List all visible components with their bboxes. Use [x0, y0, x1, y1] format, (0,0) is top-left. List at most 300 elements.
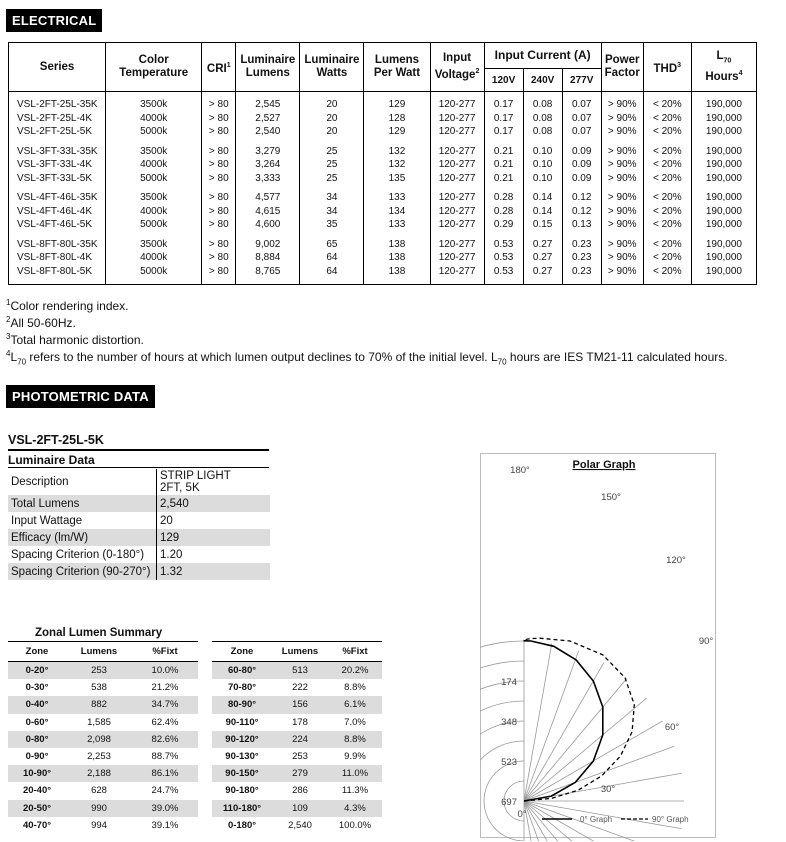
electrical-cell: < 20% [643, 92, 691, 112]
electrical-cell: > 80 [202, 145, 236, 159]
electrical-cell: > 90% [601, 238, 643, 252]
electrical-cell: > 90% [601, 218, 643, 232]
zonal-row [212, 782, 382, 799]
electrical-cell: > 80 [202, 218, 236, 232]
zonal-lumens: 224 [272, 731, 328, 748]
zonal-fixt: 24.7% [151, 785, 179, 797]
electrical-cell: > 90% [601, 251, 643, 265]
electrical-cell: > 80 [202, 191, 236, 205]
electrical-cell: < 20% [643, 112, 691, 126]
luminaire-row-total-lumens [8, 495, 270, 512]
electrical-cell: < 20% [643, 172, 691, 186]
legend-label-90: 90° Graph [652, 815, 689, 824]
electrical-cell: VSL-8FT-80L-4K [9, 251, 106, 265]
zonal-row [8, 748, 198, 765]
electrical-cell: 3,279 [236, 145, 300, 159]
zonal-zone: 90-120° [212, 731, 272, 748]
zonal-fixt: 7.0% [344, 716, 366, 728]
zonal-zone: 90-150° [212, 765, 272, 782]
electrical-cell: 34 [300, 191, 364, 205]
electrical-cell: 120-277 [430, 191, 484, 205]
zonal-fixt: 6.1% [328, 696, 382, 713]
electrical-cell: > 80 [202, 112, 236, 126]
electrical-cell: 4,577 [236, 191, 300, 205]
header-input-current: Input Current (A) [484, 43, 601, 69]
zonal-table-left [8, 641, 198, 834]
zonal-zone: 0-180° [227, 819, 257, 831]
electrical-cell: 0.10 [523, 158, 562, 172]
electrical-cell: 5000k [106, 172, 202, 186]
electrical-cell: 0.08 [523, 92, 562, 112]
luminaire-row-spacing-90-270 [8, 563, 270, 580]
zonal-zone: 40-70° [22, 819, 52, 831]
electrical-row [9, 172, 757, 186]
zonal-row [212, 748, 382, 765]
electrical-cell: 0.21 [484, 172, 523, 186]
electrical-cell: 3,264 [236, 158, 300, 172]
electrical-cell: > 80 [202, 205, 236, 219]
electrical-cell: 25 [300, 158, 364, 172]
model-title: VSL-2FT-25L-5K [8, 433, 104, 447]
luminaire-value: STRIP LIGHT 2FT, 5K [157, 469, 271, 495]
electrical-cell: 0.09 [562, 158, 601, 172]
electrical-cell: 64 [300, 251, 364, 265]
electrical-cell: 5000k [106, 218, 202, 232]
electrical-cell: 190,000 [705, 192, 742, 203]
zonal-row [8, 800, 198, 817]
electrical-cell: 8,884 [236, 251, 300, 265]
electrical-cell: 0.09 [562, 145, 601, 159]
footnote-3: $^3$Total harmonic distortion. [6, 332, 144, 347]
electrical-cell: 138 [364, 265, 430, 279]
luminaire-label: Input Wattage [11, 514, 83, 527]
electrical-cell: VSL-2FT-25L-35K [9, 92, 106, 112]
electrical-cell: 132 [364, 158, 430, 172]
electrical-cell: 5000k [106, 125, 202, 139]
electrical-cell: 0.27 [523, 265, 562, 279]
electrical-cell: 0.08 [523, 112, 562, 126]
zonal-lumens: 2,540 [288, 819, 312, 831]
electrical-cell: > 80 [202, 92, 236, 112]
electrical-cell: > 80 [202, 265, 236, 279]
polar-angle-label: 0° [517, 809, 527, 820]
polar-angle-label: 180° [510, 465, 530, 476]
electrical-cell: 0.15 [523, 218, 562, 232]
electrical-cell: 138 [364, 238, 430, 252]
zonal-zone: 20-50° [8, 800, 66, 817]
zonal-lumens: 253 [292, 751, 308, 763]
zonal-zone: 10-90° [8, 765, 66, 782]
electrical-cell: 64 [300, 265, 364, 279]
footnotes [6, 296, 728, 368]
electrical-cell: 8,765 [236, 265, 300, 279]
electrical-cell: 2,540 [236, 125, 300, 139]
electrical-row [9, 92, 757, 112]
zonal-lumens: 1,585 [87, 716, 111, 728]
zonal-fixt: 8.8% [328, 731, 382, 748]
electrical-row [9, 265, 757, 279]
electrical-cell: 0.53 [484, 238, 523, 252]
zonal-header-fixt: %Fixt [132, 642, 198, 662]
electrical-cell: 120-277 [430, 251, 484, 265]
electrical-cell: 0.21 [484, 145, 523, 159]
polar-radial-tick: 523 [501, 757, 517, 768]
header-cri: CRI$^1$ [202, 43, 236, 92]
electrical-cell: VSL-2FT-25L-4K [9, 112, 106, 126]
electrical-cell: < 20% [643, 158, 691, 172]
zonal-zone: 90-130° [225, 751, 259, 763]
polar-title: Polar Graph [572, 459, 636, 471]
zonal-header-zone: Zone [212, 642, 272, 662]
electrical-cell: 135 [364, 172, 430, 186]
luminaire-data-table [8, 469, 270, 580]
zonal-row [212, 714, 382, 731]
electrical-cell: 190,000 [705, 265, 742, 277]
header-luminaire-lumens: Luminaire Lumens [236, 43, 300, 92]
electrical-cell: 0.23 [562, 265, 601, 279]
electrical-cell: 3500k [106, 191, 202, 205]
luminaire-value: 1.32 [157, 563, 271, 580]
zonal-header-lumens: Lumens [66, 642, 132, 662]
electrical-cell: 190,000 [705, 219, 742, 230]
header-series: Series [9, 43, 106, 92]
zonal-row [212, 800, 382, 817]
electrical-cell: 0.17 [484, 112, 523, 126]
zonal-zone: 0-30° [25, 682, 49, 694]
zonal-lumens: 513 [272, 662, 328, 680]
electrical-cell: VSL-3FT-33L-4K [9, 158, 106, 172]
zonal-fixt: 39.1% [151, 819, 179, 831]
electrical-cell: VSL-4FT-46L-5K [9, 218, 106, 232]
polar-ring [480, 741, 527, 841]
zonal-fixt: 4.3% [328, 800, 382, 817]
electrical-cell: 0.10 [523, 145, 562, 159]
electrical-cell: < 20% [643, 251, 691, 265]
electrical-cell: 129 [364, 92, 430, 112]
electrical-cell: 0.09 [562, 172, 601, 186]
luminaire-value: 1.20 [157, 546, 271, 563]
electrical-cell: VSL-4FT-46L-4K [9, 205, 106, 219]
electrical-cell: 190,000 [705, 112, 742, 124]
electrical-cell: VSL-4FT-46L-35K [9, 191, 106, 205]
header-input-voltage: Input Voltage$^2$ [430, 43, 484, 92]
electrical-cell: 120-277 [430, 158, 484, 172]
electrical-cell: > 90% [601, 92, 643, 112]
electrical-cell: > 90% [601, 158, 643, 172]
zonal-zone: 110-180° [212, 800, 272, 817]
electrical-cell: 3500k [106, 238, 202, 252]
electrical-cell: > 90% [601, 265, 643, 279]
zonal-fixt: 86.1% [132, 765, 198, 782]
polar-angle-label: 60° [664, 722, 680, 733]
electrical-cell: 20 [300, 112, 364, 126]
electrical-cell: > 80 [202, 172, 236, 186]
zonal-zone: 0-20° [8, 662, 66, 680]
electrical-cell: 0.53 [484, 265, 523, 279]
zonal-fixt: 9.9% [344, 751, 366, 763]
zonal-lumens: 2,188 [66, 765, 132, 782]
electrical-cell: < 20% [643, 238, 691, 252]
electrical-cell: VSL-8FT-80L-5K [9, 265, 106, 279]
electrical-cell: 0.28 [484, 191, 523, 205]
electrical-cell: > 90% [601, 205, 643, 219]
electrical-cell: < 20% [643, 218, 691, 232]
electrical-cell: 132 [364, 145, 430, 159]
electrical-cell: > 90% [601, 125, 643, 139]
zonal-lumens: 279 [272, 765, 328, 782]
electrical-cell: 0.12 [562, 205, 601, 219]
electrical-cell: 5000k [106, 265, 202, 279]
electrical-cell: 35 [300, 218, 364, 232]
zonal-fixt: 20.2% [328, 662, 382, 680]
electrical-cell: 134 [364, 205, 430, 219]
polar-ring [480, 721, 527, 841]
electrical-cell: 0.12 [562, 191, 601, 205]
polar-graph [480, 453, 720, 841]
zonal-row [212, 765, 382, 782]
zonal-table-right [212, 641, 382, 834]
zonal-row [212, 731, 382, 748]
electrical-cell: 120-277 [430, 125, 484, 139]
footnote-4: $^4L_{70}$ refers to the number of hours at which lumen output declines to 70% of the initial level. $L_{70}$ hours are IES TM21-11 calculated hours. [6, 349, 728, 367]
zonal-row [8, 662, 198, 680]
zonal-fixt: 21.2% [151, 682, 179, 694]
zonal-lumens: 253 [66, 662, 132, 680]
header-120v: 120V [484, 69, 523, 92]
zonal-fixt: 62.4% [151, 716, 179, 728]
luminaire-label: Spacing Criterion (90-270°) [8, 563, 157, 580]
electrical-row [9, 112, 757, 126]
electrical-cell: 0.53 [484, 251, 523, 265]
luminaire-value: 2,540 [157, 495, 271, 512]
zonal-header-lumens: Lumens [272, 642, 328, 662]
electrical-cell: 4000k [106, 251, 202, 265]
electrical-cell: VSL-3FT-33L-5K [9, 172, 106, 186]
footnote-1: $^1$Color rendering index. [6, 298, 129, 313]
electrical-cell: 4,600 [236, 218, 300, 232]
zonal-row [8, 696, 198, 713]
zonal-row [8, 714, 198, 731]
electrical-cell: 4000k [106, 112, 202, 126]
electrical-cell: 120-277 [430, 112, 484, 126]
electrical-cell: < 20% [643, 265, 691, 279]
polar-angle-label: 90° [698, 636, 714, 647]
zonal-lumens: 994 [91, 819, 107, 831]
electrical-cell: > 90% [601, 172, 643, 186]
zonal-lumens: 538 [91, 682, 107, 694]
luminaire-row-description [8, 469, 270, 495]
zonal-lumens: 2,253 [87, 751, 111, 763]
header-240v: 240V [523, 69, 562, 92]
zonal-lumens: 882 [66, 696, 132, 713]
zonal-lumens: 222 [292, 682, 308, 694]
zonal-summary-title: Zonal Lumen Summary [35, 627, 163, 639]
electrical-cell: > 90% [601, 191, 643, 205]
electrical-cell: 120-277 [430, 145, 484, 159]
zonal-lumens: 286 [292, 785, 308, 797]
zonal-zone: 60-80° [212, 662, 272, 680]
electrical-cell: 2,527 [236, 112, 300, 126]
electrical-cell: 120-277 [430, 218, 484, 232]
header-lumens-per-watt: Lumens Per Watt [364, 43, 430, 92]
electrical-cell: > 80 [202, 125, 236, 139]
zonal-zone: 80-90° [212, 696, 272, 713]
electrical-cell: 190,000 [705, 238, 742, 250]
electrical-cell: 190,000 [705, 172, 742, 184]
zonal-lumens: 990 [66, 800, 132, 817]
electrical-row [9, 251, 757, 265]
zonal-row [8, 782, 198, 799]
electrical-cell: VSL-2FT-25L-5K [9, 125, 106, 139]
electrical-cell: 133 [364, 191, 430, 205]
luminaire-row-input-wattage [8, 512, 270, 529]
luminaire-data-heading: Luminaire Data [8, 453, 95, 467]
zonal-row [212, 817, 382, 834]
zonal-zone: 0-40° [8, 696, 66, 713]
electrical-cell: 190,000 [705, 99, 742, 110]
electrical-cell: 120-277 [430, 205, 484, 219]
electrical-cell: 20 [300, 92, 364, 112]
electrical-cell: > 80 [202, 238, 236, 252]
electrical-cell: 0.07 [562, 125, 601, 139]
luminaire-label: Spacing Criterion (0-180°) [11, 548, 145, 561]
electrical-row [9, 158, 757, 172]
electrical-cell: 0.17 [484, 125, 523, 139]
zonal-zone: 0-60° [25, 716, 49, 728]
luminaire-row-efficacy [8, 529, 270, 546]
electrical-cell: 120-277 [430, 238, 484, 252]
luminaire-row-spacing-0-180 [8, 546, 270, 563]
electrical-cell: 9,002 [236, 238, 300, 252]
electrical-cell: 129 [364, 125, 430, 139]
model-divider [8, 449, 269, 451]
electrical-cell: 138 [364, 251, 430, 265]
electrical-cell: > 80 [202, 158, 236, 172]
header-l70-hours: $L_{70}$ Hours$^4$ [705, 49, 743, 84]
zonal-fixt: 82.6% [132, 731, 198, 748]
electrical-cell: 120-277 [430, 172, 484, 186]
electrical-cell: 0.23 [562, 238, 601, 252]
electrical-section-title: ELECTRICAL [6, 9, 102, 32]
electrical-cell: 190,000 [705, 205, 742, 217]
electrical-cell: 0.23 [562, 251, 601, 265]
electrical-cell: VSL-8FT-80L-35K [9, 238, 106, 252]
luminaire-label: Description [11, 476, 69, 488]
zonal-header-fixt: %Fixt [328, 642, 382, 662]
electrical-cell: 0.10 [523, 172, 562, 186]
electrical-cell: 0.08 [523, 125, 562, 139]
luminaire-label: Efficacy (lm/W) [8, 529, 157, 546]
polar-radial-tick: 697 [501, 797, 517, 808]
electrical-cell: 0.27 [523, 238, 562, 252]
electrical-cell: < 20% [643, 125, 691, 139]
electrical-cell: 0.17 [484, 92, 523, 112]
electrical-row [9, 205, 757, 219]
zonal-fixt: 11.3% [341, 785, 369, 797]
electrical-cell: 0.28 [484, 205, 523, 219]
zonal-zone: 90-110° [225, 716, 259, 728]
electrical-cell: > 90% [601, 112, 643, 126]
electrical-cell: 0.07 [562, 112, 601, 126]
electrical-cell: < 20% [643, 145, 691, 159]
zonal-row [212, 662, 382, 680]
electrical-cell: 0.29 [484, 218, 523, 232]
zonal-lumens: 178 [292, 716, 308, 728]
zonal-lumens: 628 [91, 785, 107, 797]
header-color-temperature: Color Temperature [106, 43, 202, 92]
luminaire-value: 20 [157, 512, 271, 529]
legend-label-0: 0° Graph [580, 815, 613, 824]
electrical-row [9, 238, 757, 252]
zonal-lumens: 156 [272, 696, 328, 713]
electrical-cell: 4,615 [236, 205, 300, 219]
zonal-zone: 70-80° [227, 682, 257, 694]
table-bottom-spacer [9, 278, 757, 285]
electrical-cell: 0.13 [562, 218, 601, 232]
electrical-cell: 34 [300, 205, 364, 219]
electrical-cell: 128 [364, 112, 430, 126]
zonal-zone: 0-90° [25, 751, 49, 763]
electrical-cell: VSL-3FT-33L-35K [9, 145, 106, 159]
zonal-row [8, 817, 198, 834]
electrical-cell: 20 [300, 125, 364, 139]
electrical-cell: 0.27 [523, 251, 562, 265]
electrical-cell: 190,000 [705, 252, 742, 263]
electrical-cell: 0.21 [484, 158, 523, 172]
zonal-fixt: 39.0% [132, 800, 198, 817]
polar-angle-label: 120° [666, 555, 686, 566]
electrical-row [9, 145, 757, 159]
luminaire-value: 129 [157, 529, 271, 546]
electrical-cell: 0.14 [523, 191, 562, 205]
electrical-cell: 133 [364, 218, 430, 232]
electrical-cell: 190,000 [705, 145, 742, 157]
luminaire-label: Total Lumens [8, 495, 157, 512]
luminaire-data-divider [8, 467, 269, 468]
electrical-cell: 25 [300, 145, 364, 159]
electrical-cell: 4000k [106, 158, 202, 172]
polar-spoke [524, 801, 579, 841]
zonal-fixt: 8.8% [344, 682, 366, 694]
electrical-cell: < 20% [643, 205, 691, 219]
electrical-cell: 120-277 [430, 265, 484, 279]
electrical-cell: < 20% [643, 191, 691, 205]
zonal-zone: 0-80° [8, 731, 66, 748]
electrical-cell: 65 [300, 238, 364, 252]
zonal-lumens: 2,098 [66, 731, 132, 748]
zonal-fixt: 88.7% [151, 751, 179, 763]
zonal-zone: 20-40° [22, 785, 52, 797]
electrical-cell: 3,333 [236, 172, 300, 186]
electrical-cell: 3500k [106, 92, 202, 112]
zonal-lumens: 109 [272, 800, 328, 817]
electrical-cell: 190,000 [705, 126, 742, 137]
electrical-cell: 3500k [106, 145, 202, 159]
electrical-cell: 0.07 [562, 92, 601, 112]
zonal-row [8, 765, 198, 782]
electrical-row [9, 191, 757, 205]
zonal-header-zone: Zone [8, 642, 66, 662]
electrical-cell: > 80 [202, 251, 236, 265]
electrical-cell: 120-277 [430, 92, 484, 112]
polar-radial-tick: 174 [501, 677, 517, 688]
electrical-cell: 2,545 [236, 92, 300, 112]
electrical-cell: 25 [300, 172, 364, 186]
zonal-row [212, 696, 382, 713]
zonal-row [212, 679, 382, 696]
electrical-cell: 190,000 [705, 159, 742, 170]
zonal-row [8, 731, 198, 748]
